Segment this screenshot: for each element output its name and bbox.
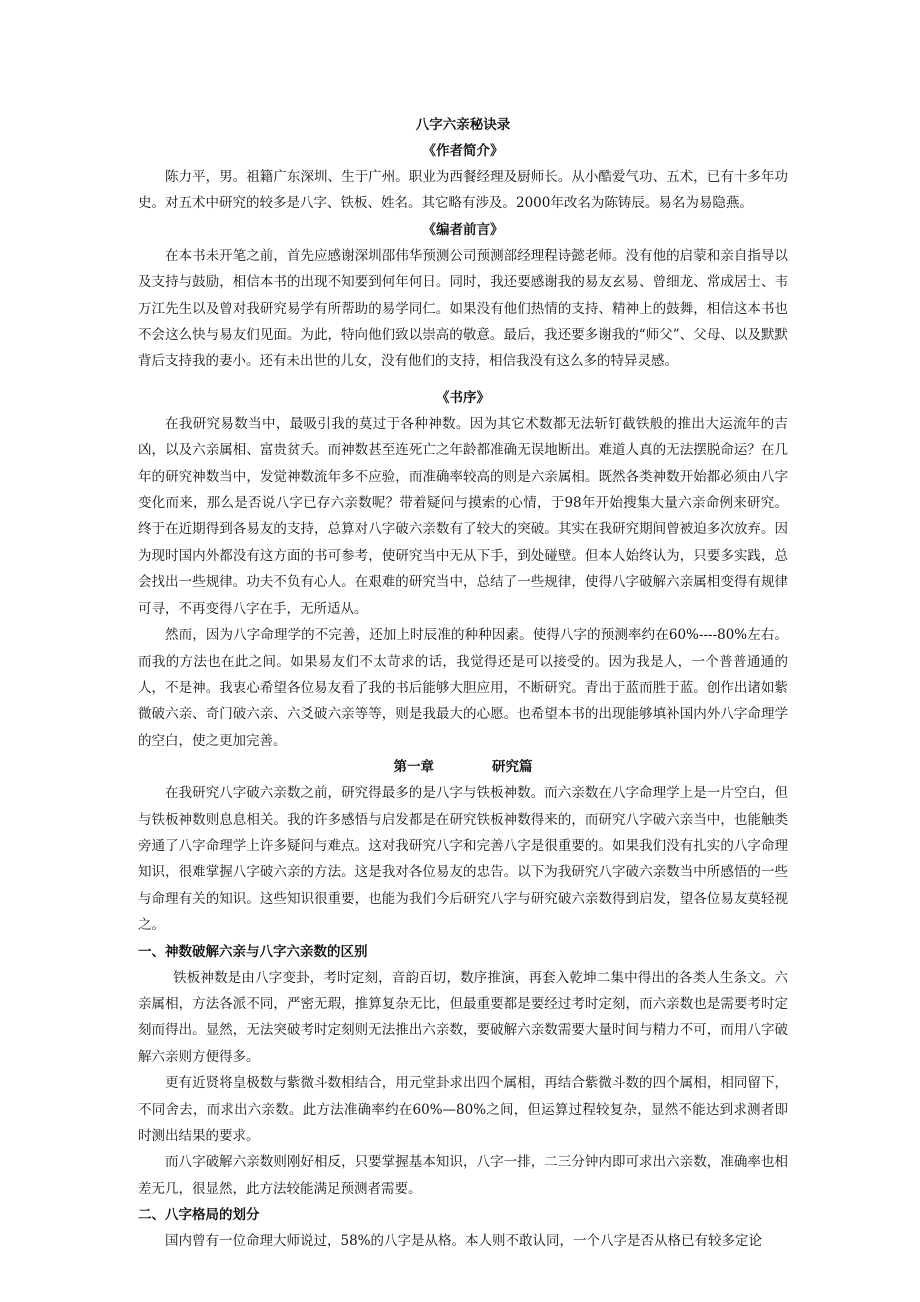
author-intro-heading: 《作者简介》 <box>422 143 504 159</box>
document-page <box>138 112 788 1255</box>
chapter-heading <box>138 754 788 780</box>
section-spacer <box>138 375 788 385</box>
document-title: 八字六亲秘诀录 <box>415 117 511 133</box>
editor-preface-paragraph: 在本书未开笔之前，首先应感谢深圳邵伟华预测公司预测部经理程诗懿老师。没有他的启蒙和亲自指导以及支持与鼓励，相信本书的出现不知要到何年何日。同时，我还要感谢我的易友玄易、曾细龙、常成居士、韦万江先生以及曾对我研究易学有所帮助的易学同仁。如果没有他们热情的支持、精神上的鼓舞，相信这本书也不会这么快与易友们见面。为此，特向他们致以崇高的敬意。最后，我还要多谢我的“师父”、父母、以及默默背后支持我的妻小。还有未出世的儿女，没有他们的支持，相信我没有这么多的特异灵感。 <box>138 247 788 370</box>
section-heading: 二、八字格局的划分 <box>138 1207 260 1224</box>
section-paragraph: 而八字破解六亲数则刚好相反，只要掌握基本知识，八字一排，二三分钟内即可求出六亲数，准确率也相差无几，很显然，此方法较能满足预测者需要。 <box>138 1154 788 1197</box>
section-paragraph: 更有近贤将皇极数与紫微斗数相结合，用元堂卦求出四个属相，再结合紫微斗数的四个属相，相同留下，不同舍去，而求出六亲数。此方法准确率约在60%—80%之间，但运算过程较复杂，显然不能达到求测者即时测出结果的要求。 <box>138 1075 788 1144</box>
book-preface-paragraph: 在我研究易数当中，最吸引我的莫过于各种神数。因为其它术数都无法斩钉截铁般的推出大运流年的吉凶，以及六亲属相、富贵贫夭。而神数甚至连死亡之年龄都准确无误地断出。难道人真的无法摆脱命运？在几年的研究神数当中，发觉神数流年多不应验，而准确率较高的则是六亲属相。既然各类神数开始都必须由八字变化而来，那么是否说八字已存六亲数呢？带着疑问与摸索的心情，于98年开始搜集大量六亲命例来研究。终于在近期得到各易友的支持，总算对八字破六亲数有了较大的突破。其实在我研究期间曾被迫多次放弃。因为现时国内外都没有这方面的书可参考，使研究当中无从下手，到处碰壁。但本人始终认为，只要多实践，总会找出一些规律。功夫不负有心人。在艰难的研究当中，总结了一些规律，使得八字破解六亲属相变得有规律可寻，不再变得八字在手，无所适从。 <box>138 415 788 617</box>
chapter-intro-paragraph: 在我研究八字破六亲数之前，研究得最多的是八字与铁板神数。而六亲数在八字命理学上是一片空白，但与铁板神数则息息相关。我的许多感悟与启发都是在研究铁板神数得来的，而研究八字破六亲当中，也能触类旁通了八字命理学上许多疑问与难点。这对我研究八字和完善八字是很重要的。如果我们没有扎实的八字命理知识，很难掌握八字破六亲的方法。这是我对各位易友的忠告。以下为我研究八字破六亲数当中所感悟的一些与命理有关的知识。这些知识很重要，也能为我们今后研究八字与研究破六亲数得到启发，望各位易友莫轻视之。 <box>138 785 788 934</box>
book-preface-paragraph: 然而，因为八字命理学的不完善，还加上时辰准的种种因素。使得八字的预测率约在60%----80%左右。而我的方法也在此之间。如果易友们不太苛求的话，我觉得还是可以接受的。因为我是人，一个普普通通的人，不是神。我衷心希望各位易友看了我的书后能够大胆应用，不断研究。青出于蓝而胜于蓝。创作出诸如紫微破六亲、奇门破六亲、六爻破六亲等等，则是我最大的心愿。也希望本书的出现能够填补国内外八字命理学的空白，使之更加完善。 <box>138 627 788 749</box>
chapter-number: 第一章 <box>393 759 434 776</box>
chapter-name: 研究篇 <box>492 759 533 776</box>
section-heading: 一、神数破解六亲与八字六亲数的区别 <box>138 943 368 960</box>
section-paragraph: 铁板神数是由八字变卦，考时定刻，音韵百切，数序推演，再套入乾坤二集中得出的各类人生条文。六亲属相，方法各派不同，严密无瑕，推算复杂无比，但最重要都是要经过考时定刻，而六亲数也是需要考时定刻而得出。显然，无法突破考时定刻则无法推出六亲数，要破解六亲数需要大量时间与精力不可，而用八字破解六亲则方便得多。 <box>138 969 788 1065</box>
editor-preface-heading: 《编者前言》 <box>422 221 504 238</box>
author-intro-paragraph: 陈力平，男。祖籍广东深圳、生于广州。职业为西餐经理及厨师长。从小酷爱气功、五术，已有十多年功史。对五术中研究的较多是八字、铁板、姓名。其它略有涉及。2000年改名为陈铸辰。易名为易隐燕。 <box>138 169 788 212</box>
section-paragraph: 国内曾有一位命理大师说过，58%的八字是从格。本人则不敢认同，一个八字是否从格已有较多定论 <box>165 1233 763 1250</box>
book-preface-heading: 《书序》 <box>436 389 490 406</box>
